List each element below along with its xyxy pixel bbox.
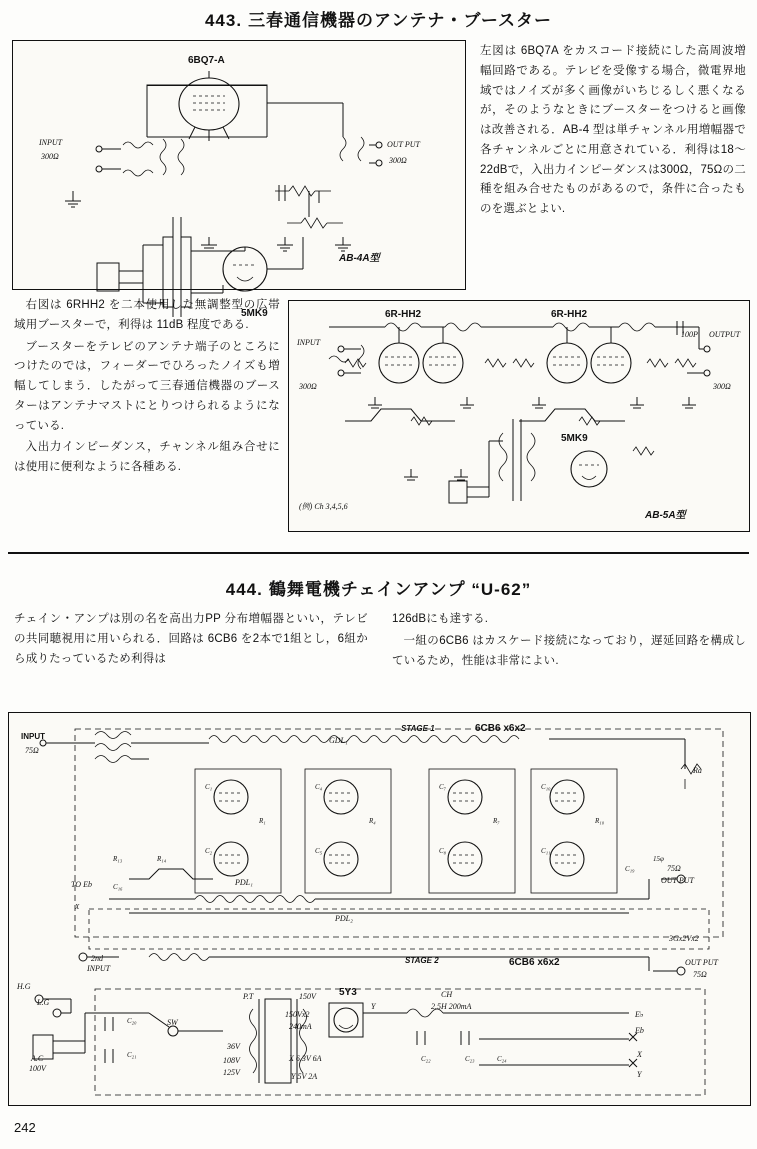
fig3-ra-label: Ra xyxy=(693,766,702,775)
fig3-stage1-label: STAGE 1 xyxy=(401,724,435,733)
svg-text:R₇: R₇ xyxy=(493,817,500,825)
fig3-pt-v2: 150Vx2 xyxy=(285,1010,310,1019)
fig2-input-z: 300Ω xyxy=(299,382,317,391)
fig3-hg-label: H.G xyxy=(17,982,31,991)
fig3-pt-v3: 36V xyxy=(227,1042,240,1051)
fig1-tube-bottom-label: 5MK9 xyxy=(241,308,268,319)
fig3-gdl-label: GDL₁ xyxy=(329,736,348,745)
section-443-text-right xyxy=(480,42,746,222)
svg-text:C₂₂: C₂₂ xyxy=(421,1055,431,1063)
fig3-ac-label: A.C xyxy=(31,1054,44,1063)
fig1-input-label: INPUT xyxy=(39,138,63,147)
fig3-pt-v1: 150V xyxy=(299,992,316,1001)
fig2-output-z: 300Ω xyxy=(713,382,731,391)
svg-text:C₂: C₂ xyxy=(205,847,213,855)
fig3-pt-ma: 240mA xyxy=(289,1022,312,1031)
svg-text:C₁₆: C₁₆ xyxy=(113,883,123,891)
para-444-right-1: 126dBにも達する. xyxy=(392,613,489,625)
fig3-pt-label: P.T xyxy=(243,992,254,1001)
fig3-input-label: INPUT xyxy=(21,732,45,741)
figure-u62 xyxy=(8,712,751,1106)
fig3-out1-label: 75Ω xyxy=(667,864,681,873)
fig2-tube3-label: 5MK9 xyxy=(561,433,588,444)
svg-text:C₂₄: C₂₄ xyxy=(497,1055,507,1063)
section-443-heading xyxy=(0,6,757,31)
fig3-out2-label: OUT PUT xyxy=(685,958,718,967)
fig2-tube1-label: 6R-HH2 xyxy=(385,309,422,320)
fig3-input-z: 75Ω xyxy=(25,746,39,755)
section-443-number: 443. xyxy=(204,11,243,30)
fig2-input-label: INPUT xyxy=(297,338,321,347)
svg-text:15φ: 15φ xyxy=(653,855,664,863)
fig3-rect-label: 5Y3 xyxy=(339,987,357,998)
fig3-stage1-tubes: 6CB6 x6x2 xyxy=(475,723,526,734)
fig3-ch-label: CH xyxy=(441,990,453,999)
section-443-title: 三春通信機器のアンテナ・ブースター xyxy=(248,11,553,30)
page-number: 242 xyxy=(14,1120,36,1135)
schematic-u62 xyxy=(9,713,750,1105)
section-444-number: 444. xyxy=(225,580,263,599)
fig2-output-label: OUTPUT xyxy=(709,330,741,339)
para-443-left-1: 右図は 6RHH2 を二本使用した無調整型の広帯域用ブースターで，利得は 11dB 程度である. xyxy=(14,299,280,331)
svg-text:Y: Y xyxy=(371,1002,376,1011)
svg-text:C₁: C₁ xyxy=(205,783,213,791)
fig3-2nd-input-label2: INPUT xyxy=(87,964,111,973)
svg-text:C₇: C₇ xyxy=(439,783,447,791)
fig2-cap-label: 100P xyxy=(681,330,698,339)
fig3-out2-z: 75Ω xyxy=(693,970,707,979)
fig3-sel-label: 3Gx2Vx2 xyxy=(669,934,699,943)
svg-text:C₁₀: C₁₀ xyxy=(541,783,551,791)
fig1-tube-top-label: 6BQ7-A xyxy=(188,55,225,66)
fig3-ch-val: 2.5H 200mA xyxy=(431,1002,472,1011)
fig2-tube2-label: 6R-HH2 xyxy=(551,309,588,320)
section-444-text-left xyxy=(14,610,368,671)
svg-text:X: X xyxy=(75,903,80,911)
svg-text:C₂₀: C₂₀ xyxy=(127,1017,137,1025)
section-444-heading xyxy=(0,575,757,600)
fig1-model-label: AB-4A型 xyxy=(339,253,380,264)
svg-text:R₄: R₄ xyxy=(369,817,376,825)
svg-text:C₂₃: C₂₃ xyxy=(465,1055,475,1063)
svg-text:R₁: R₁ xyxy=(259,817,266,825)
fig3-lg-label: L.G xyxy=(37,998,50,1007)
para-444-left-1: チェイン・アンプは別の名を高出力PP 分布増幅器といい，テレビの共同聴視用に用いられる．回路は 6CB6 を2本で1組とし，6組から成りたっているため利得は xyxy=(14,613,368,665)
fig3-x-label: X xyxy=(637,1050,642,1059)
svg-text:C₁₁: C₁₁ xyxy=(541,847,551,855)
para-443-left-3: 入出力インピーダンス，チャンネル組み合せには使用に便利なように各種ある. xyxy=(14,441,280,474)
fig3-pdl1-label: PDL₁ xyxy=(235,878,253,887)
section-443-text-left xyxy=(14,296,280,480)
fig1-input-z: 300Ω xyxy=(41,152,59,161)
fig3-stage2-label: STAGE 2 xyxy=(405,956,439,965)
figure-ab5a xyxy=(288,300,750,532)
fig3-ac-v: 100V xyxy=(29,1064,46,1073)
para-444-right-2: 一組の6CB6 はカスケード接続になっており，遅延回路を構成しているため，性能は非常によい. xyxy=(392,634,746,667)
svg-text:C₁₉: C₁₉ xyxy=(625,865,635,873)
schematic-ab5a xyxy=(289,301,749,531)
para-443-left-2: ブースターをテレビのアンテナ端子のところにつけたのでは，フィーダーでひろったノイズも増幅してしまう．したがって三春通信機器のブースターはアンテナマストにとりつけられるようになっている. xyxy=(14,340,280,432)
svg-text:R₁₀: R₁₀ xyxy=(595,817,605,825)
fig3-heater-y: Y 5V 2A xyxy=(291,1072,318,1081)
section-444-title: 鶴舞電機チェインアンプ “U-62” xyxy=(268,580,532,599)
fig3-pdl2-label: PDL₂ xyxy=(335,914,353,923)
svg-text:C₄: C₄ xyxy=(315,783,323,791)
svg-text:C₂₁: C₂₁ xyxy=(127,1051,137,1059)
svg-text:R₁₄: R₁₄ xyxy=(157,855,167,863)
fig3-pt-v5: 125V xyxy=(223,1068,240,1077)
fig3-pt-v4: 108V xyxy=(223,1056,240,1065)
fig3-out1-sub: OUT PUT xyxy=(661,876,694,885)
fig3-2nd-input-label: 2nd xyxy=(91,954,103,963)
fig1-output-z: 300Ω xyxy=(389,156,407,165)
svg-text:C₈: C₈ xyxy=(439,847,447,855)
fig3-eb-label: Eb xyxy=(635,1026,644,1035)
fig3-stage2-tubes: 6CB6 x6x2 xyxy=(509,957,560,968)
fig2-model-label: AB-5A型 xyxy=(645,510,686,521)
svg-text:R₁₃: R₁₃ xyxy=(113,855,123,863)
fig3-sw-label: SW xyxy=(167,1018,178,1027)
svg-text:E♭: E♭ xyxy=(635,1010,644,1019)
fig3-toeb-label: TO Eb xyxy=(71,880,92,889)
fig2-note-label: (例) Ch 3,4,5,6 xyxy=(299,502,348,511)
section-divider xyxy=(8,552,749,554)
para-443-right-1: 左図は 6BQ7A をカスコード接続にした高周波増幅回路である。テレビを受像する場合，微電界地域ではノイズが多く画像がいちじるしく悪くなるが，そのようなときにブースターをつけると画像は改善される．AB-4 型は単チャンネル用増幅器で各チャンネルごとに用意されている．利得は18〜22dBで，入出力インピーダンスは300Ω，75Ωの二種を組み合せたものがあるので，条件に合ったものを選ぶとよい. xyxy=(480,45,746,216)
fig3-heater-x: X 6.3V 6A xyxy=(289,1054,322,1063)
fig3-y-label: Y xyxy=(637,1070,642,1079)
svg-text:C₅: C₅ xyxy=(315,847,323,855)
fig1-output-label: OUT PUT xyxy=(387,140,420,149)
section-444-text-right xyxy=(392,610,746,673)
